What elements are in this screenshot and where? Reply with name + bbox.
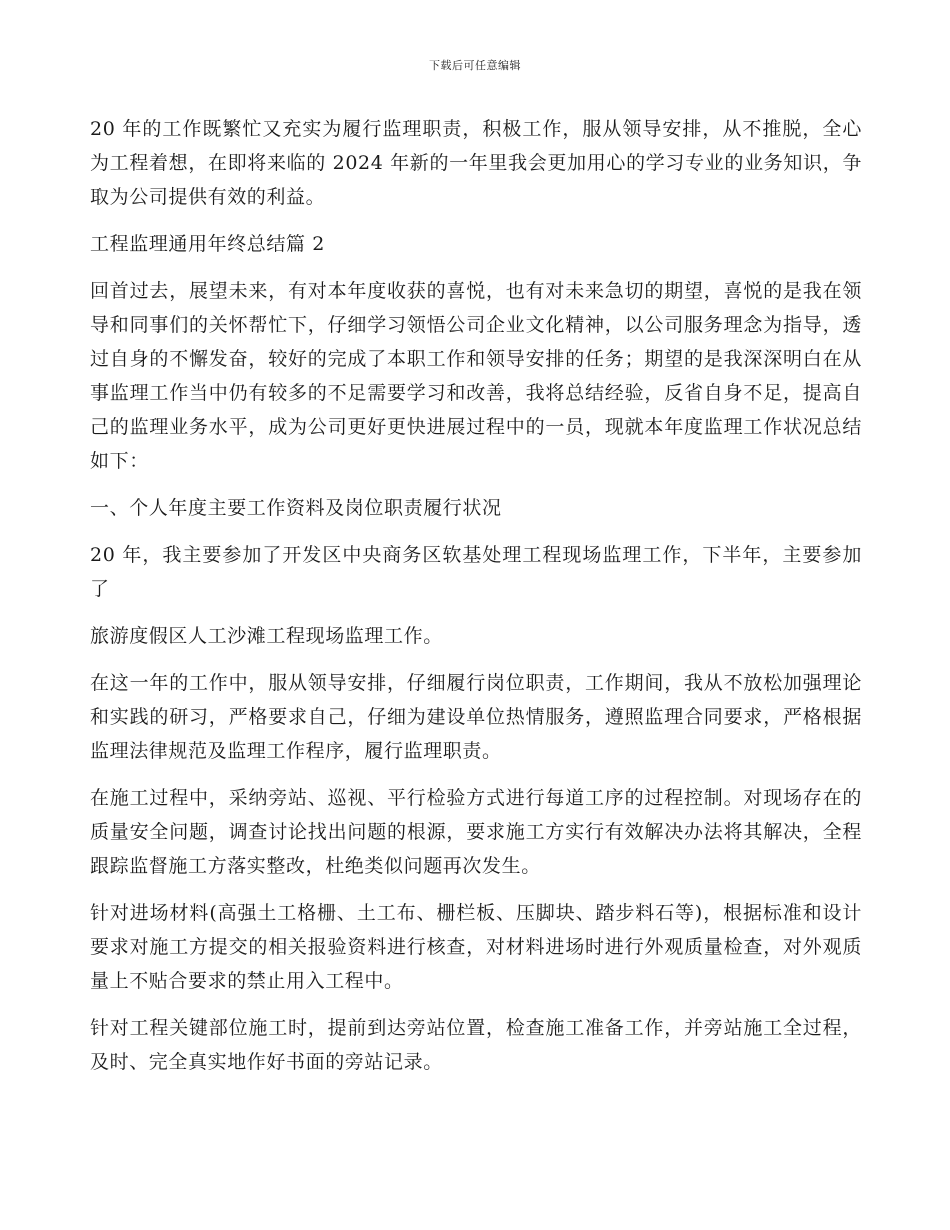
paragraph: 旅游度假区人工沙滩工程现场监理工作。 [90, 625, 443, 647]
paragraph: 在施工过程中，采纳旁站、巡视、平行检验方式进行每道工序的过程控制。对现场存在的质量安全问题，调查讨论找出问题的根源，要求施工方实行有效解决办法将其解决，全程跟踪监督施工方落实整改，杜绝类似问题再次发生。 [90, 787, 862, 877]
paragraph: 20 年，我主要参加了开发区中央商务区软基处理工程现场监理工作，下半年，主要参加了 [90, 544, 862, 600]
document-body [90, 112, 862, 1092]
section-heading: 工程监理通用年终总结篇 2 [90, 233, 325, 255]
paragraph: 20 年的工作既繁忙又充实为履行监理职责，积极工作，服从领导安排，从不推脱，全心为工程着想，在即将来临的 2024 年新的一年里我会更加用心的学习专业的业务知识，争取为公司提供有效的利益。 [90, 118, 862, 208]
paragraph: 针对进场材料(高强土工格栅、土工布、栅栏板、压脚块、踏步料石等)，根据标准和设计要求对施工方提交的相关报验资料进行核查，对材料进场时进行外观质量检查，对外观质量上不贴合要求的禁止用入工程中。 [90, 902, 862, 992]
paragraph: 在这一年的工作中，服从领导安排，仔细履行岗位职责，工作期间，我从不放松加强理论和实践的研习，严格要求自己，仔细为建设单位热情服务，遵照监理合同要求，严格根据监理法律规范及监理工作程序，履行监理职责。 [90, 672, 862, 762]
page-header: 下载后可任意编辑 [429, 59, 521, 72]
paragraph: 回首过去，展望未来，有对本年度收获的喜悦，也有对未来急切的期望，喜悦的是我在领导和同事们的关怀帮忙下，仔细学习领悟公司企业文化精神，以公司服务理念为指导，透过自身的不懈发奋，较好的完成了本职工作和领导安排的任务；期望的是我深深明白在从事监理工作当中仍有较多的不足需要学习和改善，我将总结经验，反省自身不足，提高自己的监理业务水平，成为公司更好更快进展过程中的一员，现就本年度监理工作状况总结如下： [90, 280, 862, 472]
section-heading: 一、个人年度主要工作资料及岗位职责履行状况 [90, 497, 502, 519]
paragraph: 针对工程关键部位施工时，提前到达旁站位置，检查施工准备工作，并旁站施工全过程，及时、完全真实地作好书面的旁站记录。 [90, 1017, 862, 1073]
